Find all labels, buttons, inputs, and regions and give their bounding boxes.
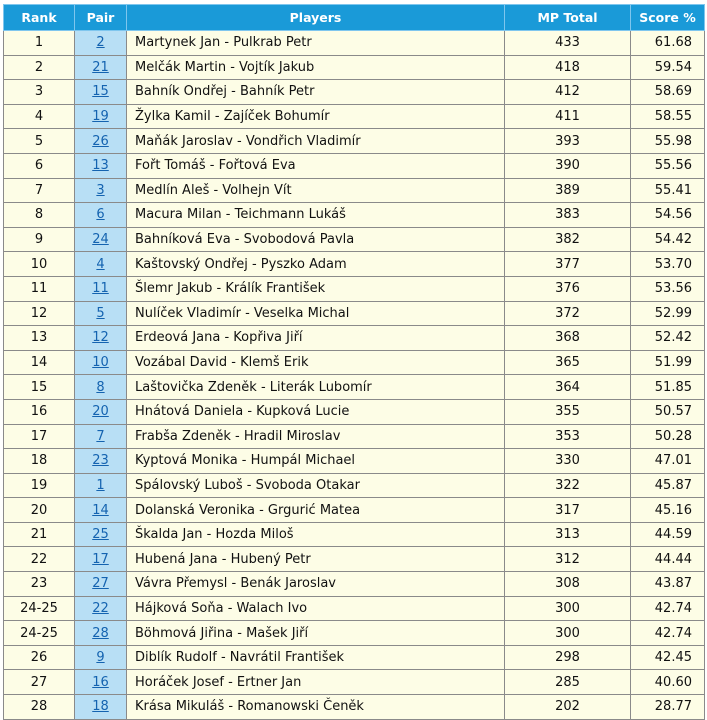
players-cell: Erdeová Jana - Kopřiva Jiří — [127, 326, 505, 351]
players-cell: Laštovička Zdeněk - Literák Lubomír — [127, 375, 505, 400]
mp-total-cell: 389 — [505, 178, 631, 203]
rank-cell: 6 — [4, 153, 75, 178]
pair-cell — [75, 276, 127, 301]
table-row — [4, 153, 705, 178]
rank-cell: 22 — [4, 547, 75, 572]
header-pair: Pair — [75, 5, 127, 31]
table-row — [4, 227, 705, 252]
pair-link[interactable]: 18 — [92, 699, 109, 715]
players-cell: Nulíček Vladimír - Veselka Michal — [127, 301, 505, 326]
header-mp-total: MP Total — [505, 5, 631, 31]
mp-total-cell: 312 — [505, 547, 631, 572]
pair-link[interactable]: 14 — [92, 502, 109, 518]
score-cell: 51.99 — [631, 350, 705, 375]
table-row — [4, 31, 705, 56]
mp-total-cell: 308 — [505, 572, 631, 597]
table-row — [4, 276, 705, 301]
pair-cell — [75, 621, 127, 646]
mp-total-cell: 322 — [505, 473, 631, 498]
pair-cell — [75, 645, 127, 670]
players-cell: Diblík Rudolf - Navrátil František — [127, 645, 505, 670]
pair-link[interactable]: 27 — [92, 576, 109, 592]
pair-link[interactable]: 11 — [92, 281, 109, 297]
table-row — [4, 55, 705, 80]
rank-cell: 7 — [4, 178, 75, 203]
pair-cell — [75, 596, 127, 621]
mp-total-cell: 393 — [505, 129, 631, 154]
pair-cell — [75, 80, 127, 105]
rank-cell: 5 — [4, 129, 75, 154]
rank-cell: 1 — [4, 31, 75, 56]
players-cell: Hájková Soňa - Walach Ivo — [127, 596, 505, 621]
table-row — [4, 252, 705, 277]
mp-total-cell: 433 — [505, 31, 631, 56]
table-row — [4, 178, 705, 203]
table-row — [4, 203, 705, 228]
mp-total-cell: 364 — [505, 375, 631, 400]
players-cell: Medlín Aleš - Volhejn Vít — [127, 178, 505, 203]
rank-cell: 2 — [4, 55, 75, 80]
mp-total-cell: 382 — [505, 227, 631, 252]
score-cell: 47.01 — [631, 449, 705, 474]
score-cell: 50.57 — [631, 399, 705, 424]
table-row — [4, 547, 705, 572]
rank-cell: 15 — [4, 375, 75, 400]
mp-total-cell: 317 — [505, 498, 631, 523]
pair-link[interactable]: 13 — [92, 158, 109, 174]
pair-cell — [75, 252, 127, 277]
mp-total-cell: 377 — [505, 252, 631, 277]
pair-cell — [75, 104, 127, 129]
score-cell: 44.59 — [631, 522, 705, 547]
rank-cell: 28 — [4, 695, 75, 720]
mp-total-cell: 376 — [505, 276, 631, 301]
mp-total-cell: 330 — [505, 449, 631, 474]
mp-total-cell: 353 — [505, 424, 631, 449]
rank-cell: 27 — [4, 670, 75, 695]
table-row — [4, 596, 705, 621]
score-cell: 53.70 — [631, 252, 705, 277]
mp-total-cell: 285 — [505, 670, 631, 695]
table-row — [4, 695, 705, 720]
pair-cell — [75, 301, 127, 326]
score-cell: 40.60 — [631, 670, 705, 695]
pair-cell — [75, 31, 127, 56]
pair-cell — [75, 129, 127, 154]
mp-total-cell: 298 — [505, 645, 631, 670]
pair-cell — [75, 55, 127, 80]
score-cell: 42.45 — [631, 645, 705, 670]
pair-link[interactable]: 21 — [92, 59, 109, 75]
table-row — [4, 449, 705, 474]
pair-cell — [75, 695, 127, 720]
mp-total-cell: 313 — [505, 522, 631, 547]
mp-total-cell: 355 — [505, 399, 631, 424]
results-table — [3, 4, 705, 720]
rank-cell: 24-25 — [4, 621, 75, 646]
table-header — [4, 5, 705, 31]
table-row — [4, 350, 705, 375]
players-cell: Horáček Josef - Ertner Jan — [127, 670, 505, 695]
pair-link[interactable]: 26 — [92, 133, 109, 149]
pair-link[interactable]: 16 — [92, 674, 109, 690]
score-cell: 58.55 — [631, 104, 705, 129]
table-row — [4, 498, 705, 523]
mp-total-cell: 390 — [505, 153, 631, 178]
header-score: Score % — [631, 5, 705, 31]
table-row — [4, 621, 705, 646]
mp-total-cell: 411 — [505, 104, 631, 129]
players-cell: Bahník Ondřej - Bahník Petr — [127, 80, 505, 105]
rank-cell: 19 — [4, 473, 75, 498]
score-cell: 59.54 — [631, 55, 705, 80]
score-cell: 61.68 — [631, 31, 705, 56]
players-cell: Fořt Tomáš - Fořtová Eva — [127, 153, 505, 178]
score-cell: 42.74 — [631, 596, 705, 621]
score-cell: 44.44 — [631, 547, 705, 572]
pair-link[interactable]: 4 — [96, 256, 105, 272]
table-row — [4, 572, 705, 597]
pair-cell — [75, 670, 127, 695]
score-cell: 55.56 — [631, 153, 705, 178]
pair-link[interactable]: 19 — [92, 109, 109, 125]
rank-cell: 10 — [4, 252, 75, 277]
score-cell: 54.42 — [631, 227, 705, 252]
rank-cell: 9 — [4, 227, 75, 252]
rank-cell: 26 — [4, 645, 75, 670]
rank-cell: 16 — [4, 399, 75, 424]
pair-link[interactable]: 10 — [92, 355, 109, 371]
table-row — [4, 522, 705, 547]
table-row — [4, 375, 705, 400]
pair-cell — [75, 572, 127, 597]
mp-total-cell: 365 — [505, 350, 631, 375]
players-cell: Bahníková Eva - Svobodová Pavla — [127, 227, 505, 252]
players-cell: Böhmová Jiřina - Mašek Jiří — [127, 621, 505, 646]
pair-cell — [75, 424, 127, 449]
players-cell: Hnátová Daniela - Kupková Lucie — [127, 399, 505, 424]
pair-cell — [75, 473, 127, 498]
score-cell: 51.85 — [631, 375, 705, 400]
players-cell: Škalda Jan - Hozda Miloš — [127, 522, 505, 547]
players-cell: Hubená Jana - Hubený Petr — [127, 547, 505, 572]
table-row — [4, 129, 705, 154]
table-row — [4, 80, 705, 105]
players-cell: Kaštovský Ondřej - Pyszko Adam — [127, 252, 505, 277]
players-cell: Krása Mikuláš - Romanowski Čeněk — [127, 695, 505, 720]
score-cell: 50.28 — [631, 424, 705, 449]
pair-link[interactable]: 20 — [92, 404, 109, 420]
mp-total-cell: 300 — [505, 621, 631, 646]
score-cell: 55.98 — [631, 129, 705, 154]
mp-total-cell: 300 — [505, 596, 631, 621]
score-cell: 52.42 — [631, 326, 705, 351]
pair-cell — [75, 375, 127, 400]
mp-total-cell: 202 — [505, 695, 631, 720]
header-row — [4, 5, 705, 31]
rank-cell: 8 — [4, 203, 75, 228]
score-cell: 45.16 — [631, 498, 705, 523]
header-rank: Rank — [4, 5, 75, 31]
rank-cell: 18 — [4, 449, 75, 474]
rank-cell: 13 — [4, 326, 75, 351]
rank-cell: 17 — [4, 424, 75, 449]
score-cell: 58.69 — [631, 80, 705, 105]
mp-total-cell: 418 — [505, 55, 631, 80]
pair-cell — [75, 203, 127, 228]
score-cell: 45.87 — [631, 473, 705, 498]
pair-link[interactable]: 24 — [92, 232, 109, 248]
pair-link[interactable]: 5 — [96, 305, 105, 321]
pair-link[interactable]: 1 — [96, 477, 105, 493]
rank-cell: 21 — [4, 522, 75, 547]
rank-cell: 14 — [4, 350, 75, 375]
table-row — [4, 301, 705, 326]
pair-cell — [75, 178, 127, 203]
mp-total-cell: 372 — [505, 301, 631, 326]
players-cell: Spálovský Luboš - Svoboda Otakar — [127, 473, 505, 498]
pair-cell — [75, 399, 127, 424]
pair-link[interactable]: 12 — [92, 330, 109, 346]
table-row — [4, 670, 705, 695]
players-cell: Kyptová Monika - Humpál Michael — [127, 449, 505, 474]
players-cell: Martynek Jan - Pulkrab Petr — [127, 31, 505, 56]
rank-cell: 12 — [4, 301, 75, 326]
table-row — [4, 326, 705, 351]
players-cell: Frabša Zdeněk - Hradil Miroslav — [127, 424, 505, 449]
table-row — [4, 473, 705, 498]
pair-link[interactable]: 3 — [96, 182, 105, 198]
rank-cell: 4 — [4, 104, 75, 129]
pair-link[interactable]: 7 — [96, 428, 105, 444]
pair-cell — [75, 153, 127, 178]
score-cell: 52.99 — [631, 301, 705, 326]
pair-link[interactable]: 22 — [92, 600, 109, 616]
pair-link[interactable]: 2 — [96, 35, 105, 51]
score-cell: 53.56 — [631, 276, 705, 301]
players-cell: Vozábal David - Klemš Erik — [127, 350, 505, 375]
table-row — [4, 104, 705, 129]
rank-cell: 11 — [4, 276, 75, 301]
score-cell: 55.41 — [631, 178, 705, 203]
pair-cell — [75, 522, 127, 547]
pair-cell — [75, 547, 127, 572]
pair-cell — [75, 449, 127, 474]
pair-cell — [75, 227, 127, 252]
pair-cell — [75, 326, 127, 351]
players-cell: Dolanská Veronika - Grgurić Matea — [127, 498, 505, 523]
pair-link[interactable]: 25 — [92, 527, 109, 543]
mp-total-cell: 368 — [505, 326, 631, 351]
table-row — [4, 645, 705, 670]
score-cell: 42.74 — [631, 621, 705, 646]
pair-cell — [75, 350, 127, 375]
rank-cell: 20 — [4, 498, 75, 523]
score-cell: 43.87 — [631, 572, 705, 597]
pair-link[interactable]: 9 — [96, 650, 105, 666]
players-cell: Vávra Přemysl - Benák Jaroslav — [127, 572, 505, 597]
players-cell: Maňák Jaroslav - Vondřich Vladimír — [127, 129, 505, 154]
pair-link[interactable]: 6 — [96, 207, 105, 223]
pair-link[interactable]: 23 — [92, 453, 109, 469]
score-cell: 28.77 — [631, 695, 705, 720]
pair-link[interactable]: 15 — [92, 84, 109, 100]
pair-link[interactable]: 8 — [96, 379, 105, 395]
table-body — [4, 31, 705, 720]
mp-total-cell: 383 — [505, 203, 631, 228]
rank-cell: 3 — [4, 80, 75, 105]
table-row — [4, 424, 705, 449]
players-cell: Macura Milan - Teichmann Lukáš — [127, 203, 505, 228]
table-row — [4, 399, 705, 424]
rank-cell: 24-25 — [4, 596, 75, 621]
players-cell: Šlemr Jakub - Králík František — [127, 276, 505, 301]
players-cell: Žylka Kamil - Zajíček Bohumír — [127, 104, 505, 129]
players-cell: Melčák Martin - Vojtík Jakub — [127, 55, 505, 80]
header-players: Players — [127, 5, 505, 31]
score-cell: 54.56 — [631, 203, 705, 228]
pair-cell — [75, 498, 127, 523]
pair-link[interactable]: 17 — [92, 551, 109, 567]
mp-total-cell: 412 — [505, 80, 631, 105]
pair-link[interactable]: 28 — [92, 625, 109, 641]
rank-cell: 23 — [4, 572, 75, 597]
